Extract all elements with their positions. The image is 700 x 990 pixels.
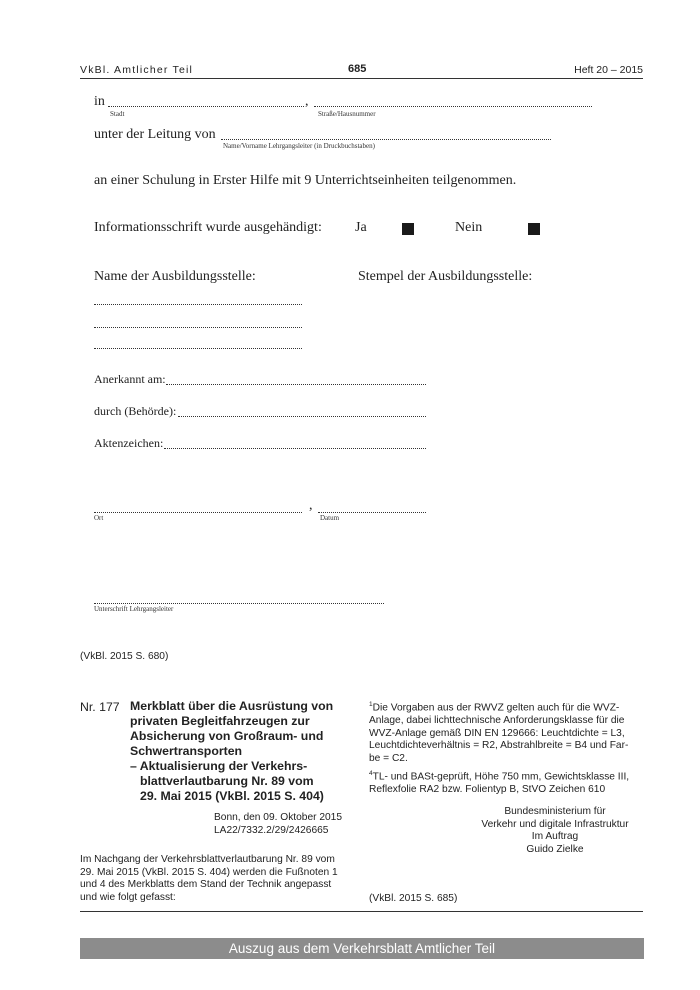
datum-field[interactable] [318, 512, 426, 513]
running-header-right: Heft 20 – 2015 [574, 64, 643, 76]
footnote-marker: 4 [369, 770, 373, 777]
leitung-label: unter der Leitung von [94, 127, 216, 142]
stempel-label: Stempel der Ausbildungsstelle: [358, 269, 533, 284]
behoerde-field[interactable] [178, 416, 426, 417]
unterschrift-caption: Unterschrift Lehrgangsleiter [94, 605, 174, 613]
signature-line: Im Auftrag [531, 831, 579, 843]
title-line: privaten Begleitfahrzeugen zur [130, 714, 310, 728]
file-reference: LA22/7332.2/29/2426665 [214, 825, 329, 836]
footnote-line: be = C2. [369, 752, 408, 764]
reference-vkbl-685: (VkBl. 2015 S. 685) [369, 893, 458, 904]
nein-checkbox[interactable] [528, 223, 540, 235]
ja-label: Ja [355, 220, 367, 235]
in-label: in [94, 94, 105, 109]
running-header-left: VkBl. Amtlicher Teil [80, 64, 194, 76]
behoerde-label: durch (Behörde): [94, 404, 177, 418]
reference-vkbl-680: (VkBl. 2015 S. 680) [80, 651, 169, 662]
page-number: 685 [348, 63, 367, 75]
ausbildungsstelle-line-1[interactable] [94, 304, 302, 305]
footnote-4 [369, 768, 644, 797]
field-comma: , [305, 94, 309, 109]
lehrgangsleiter-field[interactable] [221, 139, 551, 140]
ort-field[interactable] [94, 512, 302, 513]
signature-block [455, 806, 655, 856]
aktenzeichen-label: Aktenzeichen: [94, 436, 164, 450]
strasse-field[interactable] [314, 106, 592, 107]
body-line: und wie folgt gefasst: [80, 891, 176, 903]
ja-checkbox[interactable] [402, 223, 414, 235]
header-rule [80, 78, 643, 79]
stadt-caption: Stadt [110, 110, 125, 118]
article-number: Nr. 177 [80, 700, 120, 714]
ausbildungsstelle-line-3[interactable] [94, 348, 302, 349]
info-label: Informationsschrift wurde ausgehändigt: [94, 220, 322, 235]
footnote-line: Reflexfolie RA2 bzw. Folientyp B, StVO Zeichen 610 [369, 783, 606, 795]
signature-line: Bundesministerium für [504, 806, 606, 817]
footnote-line: Anlage, dabei lichttechnische Anforderungsklasse für die [369, 714, 625, 726]
article-body [80, 854, 365, 904]
footnote-line: WVZ-Anlage gemäß DIN EN 129666: Leuchtdichte = L3, [369, 727, 625, 739]
signature-line: Verkehr und digitale Infrastruktur [481, 818, 629, 830]
footer-banner-text: Auszug aus dem Verkehrsblatt Amtlicher Teil [228, 941, 496, 956]
footnote-line: $^1$Die Vorgaben aus der RWVZ gelten auch für die WVZ- [369, 701, 620, 714]
ort-caption: Ort [94, 514, 104, 522]
leitung-caption: Name/Vorname Lehrgangsleiter (in Druckbuchstaben) [223, 142, 375, 150]
datum-caption: Datum [320, 514, 340, 522]
body-line: 29. Mai 2015 (VkBl. 2015 S. 404) werden die Fußnoten 1 [80, 866, 338, 878]
name-ausbildungsstelle-label: Name der Ausbildungsstelle: [94, 269, 256, 284]
title-line: blattverlautbarung Nr. 89 vom [140, 774, 314, 788]
anerkannt-label: Anerkannt am: [94, 372, 166, 386]
nein-label: Nein [455, 220, 483, 235]
article-title [130, 699, 360, 804]
footnote-marker: 1 [369, 701, 373, 708]
title-line: Absicherung von Großraum- und [130, 729, 324, 743]
title-line: Schwertransporten [130, 744, 243, 758]
body-line: Im Nachgang der Verkehrsblattverlautbarung Nr. 89 vom [80, 854, 335, 865]
title-line: – Aktualisierung der Verkehrs- [130, 759, 308, 773]
footer-banner [80, 938, 644, 959]
ort-datum-comma: , [309, 498, 313, 513]
title-line: 29. Mai 2015 (VkBl. 2015 S. 404) [140, 789, 324, 803]
place-date: Bonn, den 09. Oktober 2015 [214, 812, 343, 823]
bottom-rule [80, 911, 643, 912]
ausbildungsstelle-line-2[interactable] [94, 327, 302, 328]
anerkannt-field[interactable] [166, 384, 426, 385]
aktenzeichen-field[interactable] [164, 448, 426, 449]
signature-line: Guido Zielke [526, 843, 584, 855]
title-line: Merkblatt über die Ausrüstung von [130, 699, 334, 713]
schulung-text: an einer Schulung in Erster Hilfe mit 9 Unterrichtseinheiten teilgenommen. [94, 173, 517, 188]
stadt-field[interactable] [108, 106, 304, 107]
footnote-1 [369, 699, 644, 765]
unterschrift-field[interactable] [94, 603, 384, 604]
strasse-caption: Straße/Hausnummer [318, 110, 376, 118]
footnote-line: $^4$TL- und BASt-geprüft, Höhe 750 mm, Gewichtsklasse III, [369, 770, 630, 783]
footnote-line: Leuchtdichteverhältnis = R2, Abstrahlbreite = B4 und Far- [369, 740, 629, 752]
body-line: und 4 des Merkblatts dem Stand der Technik angepasst [80, 879, 332, 891]
